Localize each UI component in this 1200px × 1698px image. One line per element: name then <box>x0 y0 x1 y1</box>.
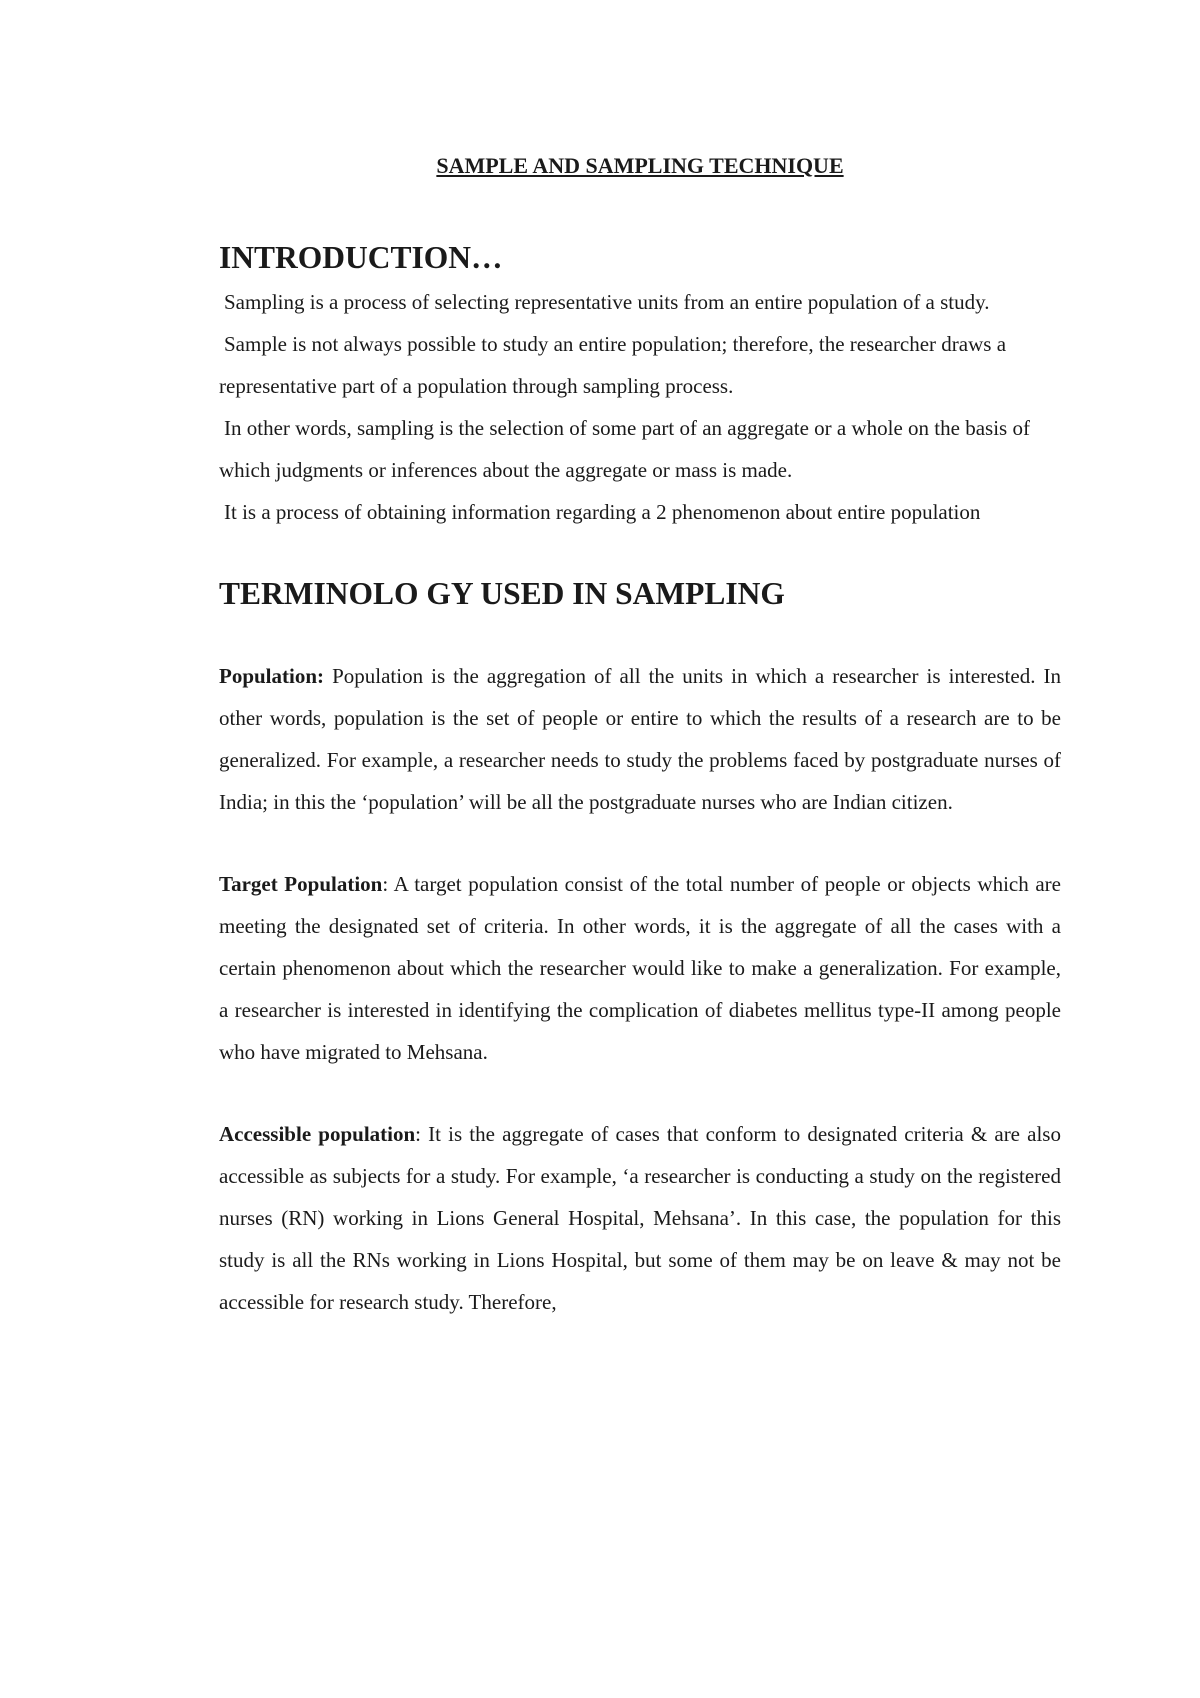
introduction-paragraph: Sampling is a process of selecting representative units from an entire population of a study. <box>224 290 990 314</box>
definition-population <box>219 655 1061 823</box>
introduction-section <box>219 281 1061 533</box>
introduction-paragraph: It is a process of obtaining information regarding a 2 phenomenon about entire population <box>224 500 981 524</box>
document-body <box>219 148 1061 1323</box>
definition-text: : A target population consist of the total number of people or objects which are meeting the designated set of criteria. In other words, it is the aggregate of all the cases with a certain phenomenon about which the researcher would like to make a generalization. For example, a researcher is interested in identifying the complication of diabetes mellitus type-II among people who have migrated to Mehsana. <box>219 872 1061 1064</box>
terminology-heading: TERMINOLO GY USED IN SAMPLING <box>219 576 785 611</box>
definition-text: : It is the aggregate of cases that conform to designated criteria & are also accessible as subjects for a study. For example, ‘a researcher is conducting a study on the registered nurses (RN) working in Lions General Hospital, Mehsana’. In this case, the population for this study is all the RNs working in Lions Hospital, but some of them may be on leave & may not be accessible for research study. Therefore, <box>219 1122 1061 1314</box>
definition-target-population <box>219 863 1061 1073</box>
definition-text: Population is the aggregation of all the units in which a researcher is interested. In other words, population is the set of people or entire to which the results of a research are to be generalized. For example, a researcher needs to study the problems faced by postgraduate nurses of India; in this the ‘population’ will be all the postgraduate nurses who are Indian citizen. <box>219 664 1061 814</box>
introduction-paragraph: In other words, sampling is the selection of some part of an aggregate or a whole on the basis of which judgments or inferences about the aggregate or mass is made. <box>219 416 1030 482</box>
introduction-heading: INTRODUCTION… <box>219 240 503 275</box>
definition-term: Population: <box>219 664 325 688</box>
document-title: SAMPLE AND SAMPLING TECHNIQUE <box>436 153 844 178</box>
introduction-paragraph: Sample is not always possible to study an entire population; therefore, the researcher draws a representative part of a population through sampling process. <box>219 332 1007 398</box>
definition-term: Target Population <box>219 872 383 896</box>
definition-accessible-population <box>219 1113 1061 1323</box>
definition-term: Accessible population <box>219 1122 416 1146</box>
